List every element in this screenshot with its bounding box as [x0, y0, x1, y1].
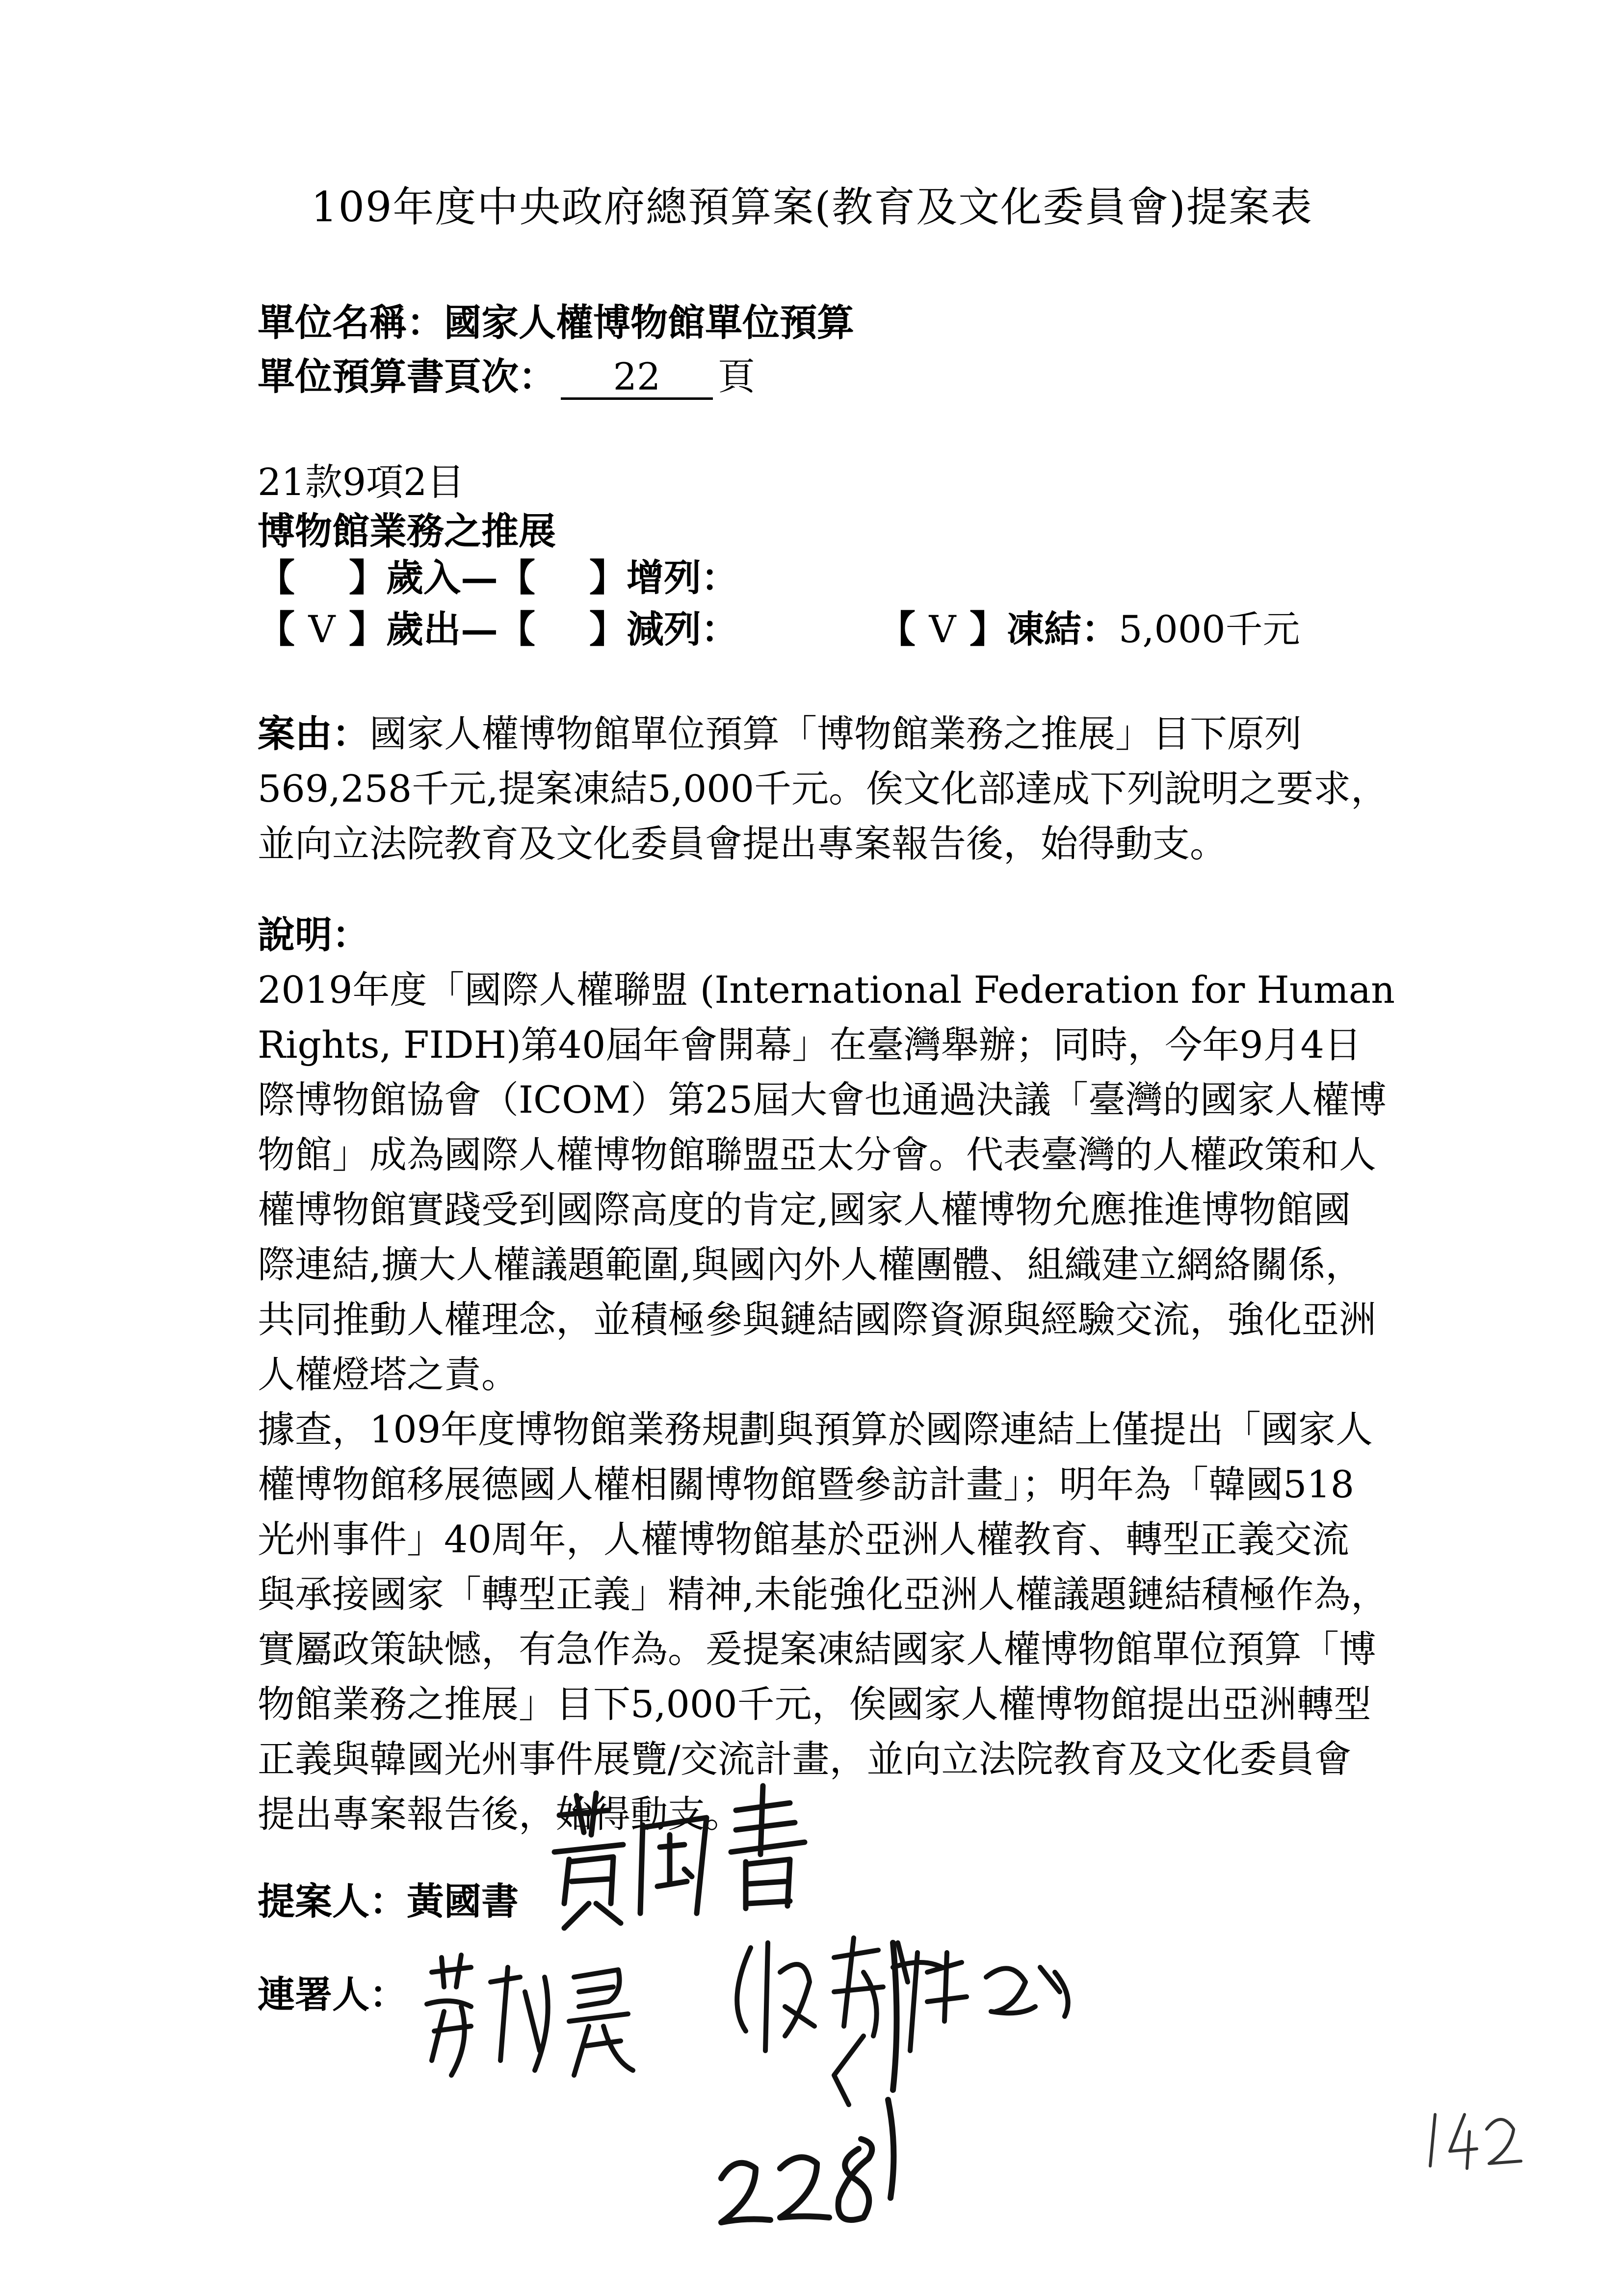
cosigners-label: 連署人：	[258, 1973, 407, 2016]
document-title: 109年度中央政府總預算案(教育及文化委員會)提案表	[311, 183, 1313, 231]
bracket-close: 】	[349, 556, 386, 600]
cosigner-signatures	[427, 1938, 1068, 2105]
bracket-close: 】	[969, 607, 1007, 651]
bracket-open: 【	[258, 556, 295, 600]
page-number-handwritten	[1430, 2114, 1521, 2168]
proposer-signature	[554, 1786, 805, 1928]
unit-page-label: 單位預算書頁次：	[258, 355, 556, 398]
explanation-line: 際博物館協會（ICOM）第25屆大會也通過決議「臺灣的國家人權博	[258, 1078, 1387, 1122]
unit-name-value: 國家人權博物館單位預算	[444, 301, 854, 344]
explanation-line: 2019年度「國際人權聯盟 (International Federation for Human	[258, 968, 1395, 1012]
explanation-line: 共同推動人權理念，並積極參與鏈結國際資源與經驗交流，強化亞洲	[258, 1298, 1376, 1341]
explanation-line: 正義與韓國光州事件展覽/交流計畫，並向立法院教育及文化委員會	[258, 1737, 1352, 1781]
bracket-open: 【	[498, 556, 535, 600]
explanation-line: 與承接國家「轉型正義」精神,未能強化亞洲人權議題鏈結積極作為，	[258, 1572, 1388, 1616]
explanation-line: 權博物館實踐受到國際高度的肯定,國家人權博物允應推進博物館國	[258, 1188, 1351, 1231]
reason-line: 569,258千元,提案凍結5,000千元。俟文化部達成下列說明之要求，	[258, 767, 1388, 810]
decrease-label: 減列：	[627, 607, 738, 651]
explanation-line: 提出專案報告後，始得動支。	[258, 1792, 742, 1836]
item-code: 21款9項2目	[258, 460, 465, 504]
bracket-close: 】	[589, 607, 627, 651]
bracket-close: 】	[589, 556, 627, 600]
explanation-line: 物館」成為國際人權博物館聯盟亞太分會。代表臺灣的人權政策和人	[258, 1133, 1376, 1176]
expense-label: 歲出—	[386, 607, 498, 651]
income-label: 歲入—	[386, 556, 498, 600]
reason-line: 並向立法院教育及文化委員會提出專案報告後，始得動支。	[258, 822, 1227, 865]
bracket-open: 【	[498, 607, 535, 651]
explanation-line: Rights, FIDH)第40屆年會開幕」在臺灣舉辦；同時，今年9月4日	[258, 1023, 1362, 1067]
unit-page-suffix: 頁	[718, 355, 755, 398]
proposer-name: 黃國書	[407, 1879, 519, 1923]
explanation-line: 際連結,擴大人權議題範圍,與國內外人權團體、組織建立網絡關係，	[258, 1243, 1363, 1286]
bracket-close: 】	[349, 607, 386, 651]
explanation-line: 物館業務之推展」目下5,000千元，俟國家人權博物館提出亞洲轉型	[258, 1682, 1371, 1726]
explanation-line: 光州事件」40周年，人權博物館基於亞洲人權教育、轉型正義交流	[258, 1517, 1349, 1561]
explanation-label: 說明：	[258, 913, 369, 957]
explanation-line: 實屬政策缺憾，有急作為。爰提案凍結國家人權博物館單位預算「博	[258, 1627, 1376, 1671]
item-name: 博物館業務之推展	[258, 509, 556, 553]
unit-page-value: 22	[561, 358, 713, 400]
bracket-open: 【	[878, 607, 916, 651]
freeze-amount: 5,000千元	[1119, 607, 1300, 651]
unit-name-label: 單位名稱：	[258, 301, 444, 344]
freeze-mark: V	[929, 607, 956, 651]
bracket-open: 【	[258, 607, 295, 651]
explanation-line: 人權燈塔之責。	[258, 1353, 519, 1396]
expense-mark: V	[308, 607, 336, 651]
increase-label: 增列：	[627, 556, 738, 600]
reason-label: 案由：	[258, 712, 369, 756]
explanation-line: 權博物館移展德國人權相關博物館暨參訪計畫」；明年為「韓國518	[258, 1462, 1355, 1506]
explanation-line: 據查，109年度博物館業務規劃與預算於國際連結上僅提出「國家人	[258, 1408, 1373, 1451]
reason-line: 國家人權博物館單位預算「博物館業務之推展」目下原列	[369, 712, 1302, 756]
proposer-label: 提案人：	[258, 1879, 407, 1923]
freeze-label: 凍結：	[1007, 607, 1119, 651]
